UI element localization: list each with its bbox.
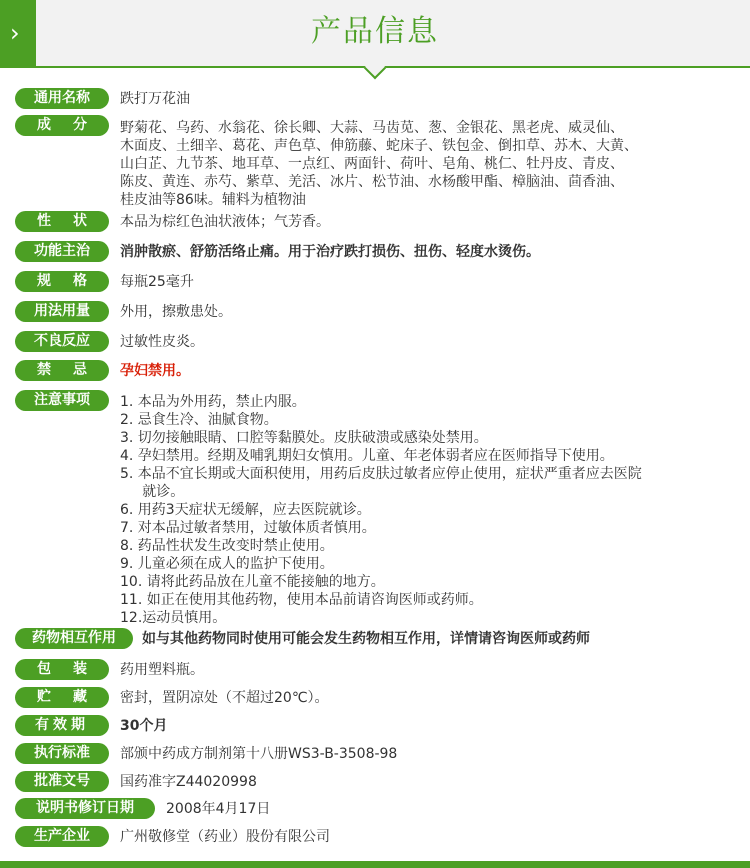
value-revision: 2008年4月17日 <box>166 801 271 817</box>
label-indications: 功能主治 <box>15 241 109 262</box>
ingredients-line: 桂皮油等86味。辅料为植物油 <box>120 192 306 208</box>
value-adverse: 过敏性皮炎。 <box>120 334 204 350</box>
label-generic-name: 通用名称 <box>15 88 109 109</box>
list-item: 9. 儿童必须在成人的监护下使用。 <box>120 556 334 572</box>
list-item: 8. 药品性状发生改变时禁止使用。 <box>120 538 334 554</box>
chevron-right-icon: › <box>10 19 20 47</box>
value-generic-name: 跌打万花油 <box>120 91 190 107</box>
ingredients-line: 野菊花、乌药、水翁花、徐长卿、大蒜、马齿苋、葱、金银花、黑老虎、威灵仙、 <box>120 120 624 136</box>
value-usage: 外用，擦敷患处。 <box>120 304 232 320</box>
value-manufacturer: 广州敬修堂（药业）股份有限公司 <box>120 829 330 845</box>
value-ingredients <box>120 119 736 209</box>
ingredients-line: 木面皮、土细辛、葛花、声色草、伸筋藤、蛇床子、铁包金、倒扣草、苏木、大黄、 <box>120 138 638 154</box>
list-item: 4. 孕妇禁用。经期及哺乳期妇女慎用。儿童、年老体弱者应在医师指导下使用。 <box>120 448 614 464</box>
label-ingredients: 成分 <box>15 115 109 136</box>
value-validity: 30个月 <box>120 718 168 734</box>
label-manufacturer: 生产企业 <box>15 826 109 847</box>
list-item: 5. 本品不宜长期或大面积使用，用药后皮肤过敏者应停止使用，症状严重者应去医院 <box>120 466 642 482</box>
list-item: 就诊。 <box>120 484 185 500</box>
label-standard: 执行标准 <box>15 743 109 764</box>
value-spec: 每瓶25毫升 <box>120 274 194 290</box>
header-banner <box>0 0 750 68</box>
value-storage: 密封，置阴凉处（不超过20℃）。 <box>120 690 329 706</box>
label-package: 包装 <box>15 659 109 680</box>
label-revision: 说明书修订日期 <box>15 798 155 819</box>
list-item: 10. 请将此药品放在儿童不能接触的地方。 <box>120 574 385 590</box>
label-precautions: 注意事项 <box>15 390 109 411</box>
page-title: 产品信息 <box>311 14 439 49</box>
label-approval: 批准文号 <box>15 771 109 792</box>
label-properties: 性状 <box>15 211 109 232</box>
label-validity: 有效期 <box>15 715 109 736</box>
value-properties: 本品为棕红色油状液体；气芳香。 <box>120 214 330 230</box>
list-item: 7. 对本品过敏者禁用，过敏体质者慎用。 <box>120 520 376 536</box>
value-contraindications: 孕妇禁用。 <box>120 363 190 379</box>
list-item: 2. 忌食生冷、油腻食物。 <box>120 412 278 428</box>
label-usage: 用法用量 <box>15 301 109 322</box>
caret-down-icon <box>364 57 387 80</box>
label-interactions: 药物相互作用 <box>15 628 133 649</box>
value-indications: 消肿散瘀、舒筋活络止痛。用于治疗跌打损伤、扭伤、轻度水烫伤。 <box>120 244 540 260</box>
ingredients-line: 山白芷、九节茶、地耳草、一点红、两面针、荷叶、皂角、桃仁、牡丹皮、青皮、 <box>120 156 624 172</box>
list-item: 12.运动员慎用。 <box>120 610 227 626</box>
list-item: 11. 如正在使用其他药物，使用本品前请咨询医师或药师。 <box>120 592 483 608</box>
list-item: 1. 本品为外用药，禁止内服。 <box>120 394 306 410</box>
list-item: 3. 切勿接触眼睛、口腔等黏膜处。皮肤破溃或感染处禁用。 <box>120 430 488 446</box>
list-item: 6. 用药3天症状无缓解，应去医院就诊。 <box>120 502 371 518</box>
label-spec: 规格 <box>15 271 109 292</box>
label-contraindications: 禁忌 <box>15 360 109 381</box>
value-approval: 国药准字Z44020998 <box>120 774 257 790</box>
precautions-list <box>120 393 736 627</box>
value-interactions: 如与其他药物同时使用可能会发生药物相互作用，详情请咨询医师或药师 <box>142 631 590 647</box>
ingredients-line: 陈皮、黄连、赤芍、紫草、羌活、冰片、松节油、水杨酸甲酯、樟脑油、茴香油、 <box>120 174 624 190</box>
bottom-border <box>0 861 750 868</box>
label-adverse: 不良反应 <box>15 331 109 352</box>
value-package: 药用塑料瓶。 <box>120 662 204 678</box>
value-standard: 部颁中药成方制剂第十八册WS3-B-3508-98 <box>120 746 398 762</box>
label-storage: 贮藏 <box>15 687 109 708</box>
